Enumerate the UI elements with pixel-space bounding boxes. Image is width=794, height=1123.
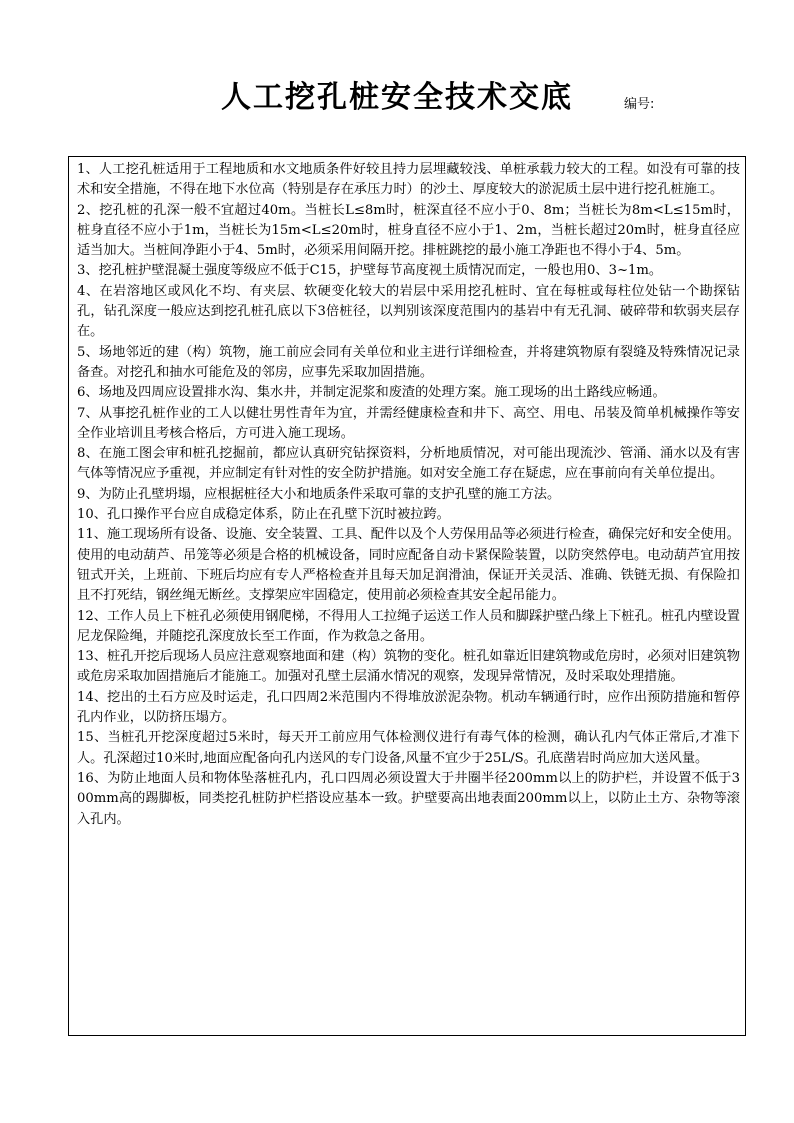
clause-10: 10、孔口操作平台应自成稳定体系，防止在孔壁下沉时被拉跨。 xyxy=(77,507,450,523)
clause-13: 13、桩孔开挖后现场人员应注意观察地面和建（构）筑物的变化。桩孔如靠近旧建筑物或危房时，必须对旧建筑物或危房采取加固措施后才能施工。加强对孔壁土层涌水情况的观察，发现异常情况，及时采取处理措施。 xyxy=(77,649,740,685)
clause-3: 3、挖孔桩护壁混凝土强度等级应不低于C15，护壁每节高度视土质情况而定，一般也用0、3~1m。 xyxy=(77,263,663,279)
clause-8: 8、在施工图会审和桩孔挖掘前，都应认真研究钻探资料，分析地质情况，对可能出现流沙、管涌、涌水以及有害气体等情况应予重视，并应制定有针对性的安全防护措施。如对安全施工存在疑虑，应在事前向有关单位提出。 xyxy=(77,446,740,482)
clause-15: 15、当桩孔开挖深度超过5米时，每天开工前应用气体检测仪进行有毒气体的检测，确认孔内气体正常后,才准下人。孔深超过10米时,地面应配备向孔内送风的专门设备,风量不宜少于25L/S。孔底凿岩时尚应加大送风量。 xyxy=(77,730,740,766)
clause-1: 1、人工挖孔桩适用于工程地质和水文地质条件好较且持力层埋藏较浅、单桩承载力较大的工程。如没有可靠的技术和安全措施，不得在地下水位高（特别是存在承压力时）的沙土、厚度较大的淤泥质土层中进行挖孔桩施工。 xyxy=(77,162,740,198)
clause-11: 11、施工现场所有设备、设施、安全装置、工具、配件以及个人劳保用品等必须进行检查，确保完好和安全使用。 xyxy=(77,527,740,543)
clause-12: 12、工作人员上下桩孔必须使用钢爬梯，不得用人工拉绳子运送工作人员和脚踩护壁凸缘上下桩孔。桩孔内壁设置尼龙保险绳，并随挖孔深度放长至工作面，作为救急之备用。 xyxy=(77,608,740,644)
document-title: 人工挖孔桩安全技术交底 xyxy=(221,80,573,115)
clause-16: 16、为防止地面人员和物体坠落桩孔内，孔口四周必须设置大于井圈半径200mm以上的防护栏，并设置不低于300mm高的踢脚板，同类挖孔桩防护栏搭设应基本一致。护壁要高出地表面200mm以上，以防止土方、杂物等滚入孔内。 xyxy=(77,770,740,827)
disclosure-content-box xyxy=(68,156,746,1036)
clause-14: 14、挖出的土石方应及时运走，孔口四周2米范围内不得堆放淤泥杂物。机动车辆通行时，应作出预防措施和暂停孔内作业，以防挤压塌方。 xyxy=(77,689,740,726)
clause-2: 2、挖孔桩的孔深一般不宜超过40m。当桩长L≤8m时，桩深直径不应小于0、8m；当桩长为8m<L≤15m时，桩身直径不应小于1m，当桩长为15m<L≤20m时，桩身直径不应小于1、2m，当桩长超过20m时，桩身直径应适当加大。当桩间净距小于4、5m时，必须采用间隔开挖。排桩跳挖的最小施工净距也不得小于4、5m。 xyxy=(77,202,740,259)
clause-4: 4、在岩溶地区或风化不均、有夹层、软硬变化较大的岩层中采用挖孔桩时、宜在每桩或每柱位处钻一个勘探钻孔，钻孔深度一般应达到挖孔桩孔底以下3倍桩径，以判别该深度范围内的基岩中有无孔洞、破碎带和软弱夹层存在。 xyxy=(77,283,740,340)
clause-7: 7、从事挖孔桩作业的工人以健壮男性青年为宜，并需经健康检查和井下、高空、用电、吊装及简单机械操作等安全作业培训且考核合格后，方可进入施工现场。 xyxy=(77,405,740,441)
clause-6: 6、场地及四周应设置排水沟、集水井，并制定泥浆和废渣的处理方案。施工现场的出土路线应畅通。 xyxy=(77,385,666,401)
serial-number-label: 编号: xyxy=(624,97,655,112)
clause-11-continued: 使用的电动葫芦、吊笼等必须是合格的机械设备，同时应配备自动卡紧保险装置，以防突然停电。电动葫芦宜用按钮式开关，上班前、下班后均应有专人严格检查并且每天加足润滑油，保证开关灵活、准确、铁链无损、有保险扣且不打死结，钢丝绳无断丝。支撑架应牢固稳定，使用前必须检查其安全起吊能力。 xyxy=(77,547,740,604)
clause-5: 5、场地邻近的建（构）筑物，施工前应会同有关单位和业主进行详细检查，并将建筑物原有裂缝及特殊情况记录备查。对挖孔和抽水可能危及的邻房，应事先采取加固措施。 xyxy=(77,344,740,380)
clause-9: 9、为防止孔壁坍塌，应根据桩径大小和地质条件采取可靠的支护孔壁的施工方法。 xyxy=(77,486,561,502)
